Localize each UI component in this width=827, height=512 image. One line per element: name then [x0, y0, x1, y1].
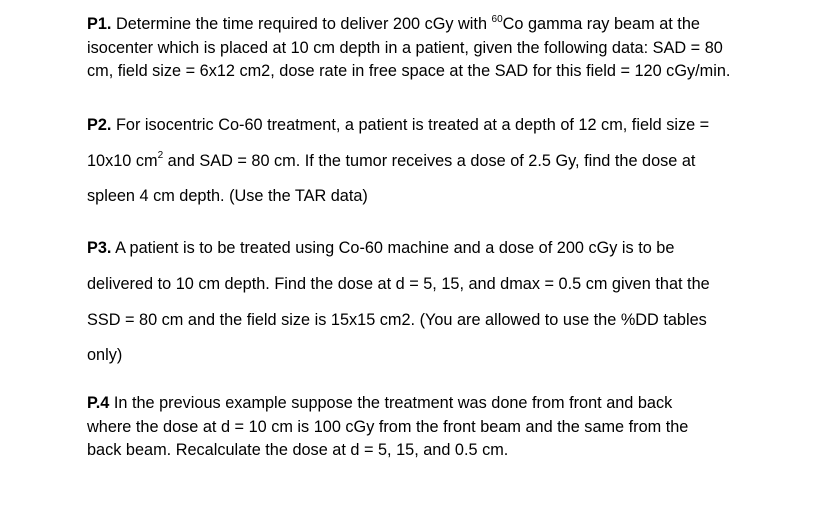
problem-p4: [87, 392, 807, 463]
problem-line: SSD = 80 cm and the field size is 15x15 cm2. (You are allowed to use the %DD tables: [87, 310, 707, 329]
problem-line: only): [87, 346, 123, 365]
line-text: A patient is to be treated using Co-60 machine and a dose of 200 cGy is to be: [111, 239, 675, 257]
line-text: For isocentric Co-60 treatment, a patient is treated at a depth of 12 cm, field size =: [111, 116, 710, 134]
problem-line: [87, 392, 807, 416]
problem-line: back beam. Recalculate the dose at d = 5, 15, and 0.5 cm.: [87, 441, 509, 459]
problem-line: [87, 231, 807, 267]
problem-label: P.4: [87, 394, 110, 412]
problem-label: P2.: [87, 116, 112, 134]
superscript: 60: [491, 13, 503, 25]
problem-line: [87, 108, 807, 144]
problem-p1: [87, 13, 807, 84]
problem-line: cm, field size = 6x12 cm2, dose rate in free space at the SAD for this field = 120 cGy/min.: [87, 62, 731, 80]
problem-line: where the dose at d = 10 cm is 100 cGy from the front beam and the same from the: [87, 417, 689, 436]
superscript: 2: [157, 150, 164, 162]
problem-label: P3.: [87, 239, 112, 257]
line-text: 10x10 cm: [87, 151, 158, 170]
problem-line: [87, 13, 807, 37]
line-text: Co gamma ray beam at the: [502, 15, 700, 33]
problem-line: spleen 4 cm depth. (Use the TAR data): [87, 187, 368, 205]
problem-line: [87, 144, 807, 180]
problem-p2: [87, 108, 807, 215]
problem-p3: [87, 231, 807, 374]
problem-line: isocenter which is placed at 10 cm depth in a patient, given the following data: SAD = 80: [87, 38, 723, 57]
line-text: and SAD = 80 cm. If the tumor receives a dose of 2.5 Gy, find the dose at: [163, 151, 696, 170]
problem-line: delivered to 10 cm depth. Find the dose at d = 5, 15, and dmax = 0.5 cm given that the: [87, 274, 710, 293]
line-text: In the previous example suppose the treatment was done from front and back: [109, 394, 673, 412]
problem-label: P1.: [87, 15, 112, 33]
line-text: Determine the time required to deliver 200 cGy with: [111, 15, 492, 33]
